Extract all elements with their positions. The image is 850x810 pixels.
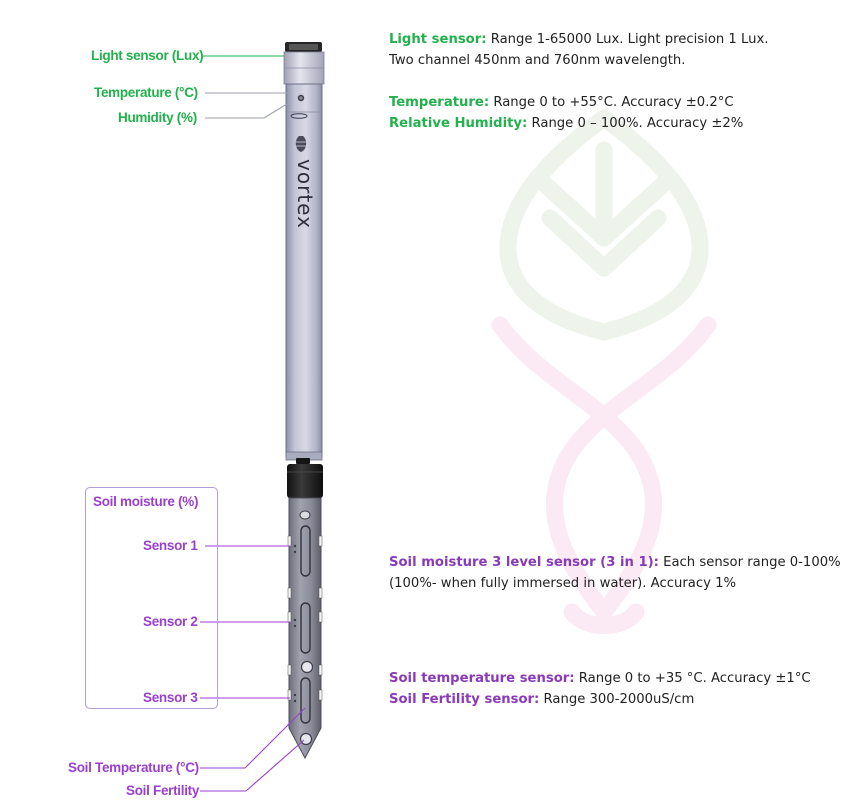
soil-fertility-spec	[389, 690, 694, 711]
soil-temperature-spec-key: Soil temperature sensor:	[389, 671, 575, 686]
light-sensor-spec-line2: Two channel 450nm and 760nm wavelength.	[389, 52, 686, 68]
soil-moisture-label: Soil moisture (%)	[93, 494, 199, 509]
soil-moisture-spec-key: Soil moisture 3 level sensor (3 in 1):	[389, 555, 659, 570]
sensor-3-label: Sensor 3	[143, 690, 198, 705]
soil-moisture-spec-line2: (100%- when fully immersed in water). Accuracy 1%	[389, 575, 737, 591]
light-sensor-spec	[389, 30, 769, 71]
light-sensor-spec-line1: Range 1-65000 Lux. Light precision 1 Lux.	[486, 32, 769, 47]
soil-temperature-label: Soil Temperature (°C)	[68, 760, 199, 775]
soil-fertility-label: Soil Fertility	[126, 783, 200, 798]
sensor-1-label: Sensor 1	[143, 538, 198, 553]
soil-moisture-spec-line1: Each sensor range 0-100%	[658, 555, 841, 570]
temperature-spec	[389, 93, 734, 114]
watermark-leaf-logo	[500, 118, 708, 626]
temperature-spec-text: Range 0 to +55°C. Accuracy ±0.2°C	[489, 95, 734, 110]
sensor-2-label: Sensor 2	[143, 614, 198, 629]
soil-moisture-spec	[389, 553, 841, 594]
light-sensor-spec-key: Light sensor:	[389, 32, 487, 47]
sensor-probe	[284, 42, 324, 758]
soil-fertility-spec-key: Soil Fertility sensor:	[389, 692, 540, 707]
humidity-label: Humidity (%)	[118, 110, 197, 125]
soil-temperature-spec-text: Range 0 to +35 °C. Accuracy ±1°C	[574, 671, 811, 686]
humidity-spec-key: Relative Humidity:	[389, 116, 528, 131]
soil-moisture-box	[85, 487, 218, 709]
light-sensor-label: Light sensor (Lux)	[91, 48, 204, 63]
temperature-label: Temperature (°C)	[94, 85, 198, 100]
humidity-spec-text: Range 0 – 100%. Accuracy ±2%	[527, 116, 744, 131]
soil-fertility-spec-text: Range 300-2000uS/cm	[539, 692, 695, 707]
humidity-spec	[389, 114, 743, 135]
temperature-spec-key: Temperature:	[389, 95, 490, 110]
soil-temperature-spec	[389, 669, 811, 690]
vortex-logo-text: vortex	[293, 159, 317, 229]
